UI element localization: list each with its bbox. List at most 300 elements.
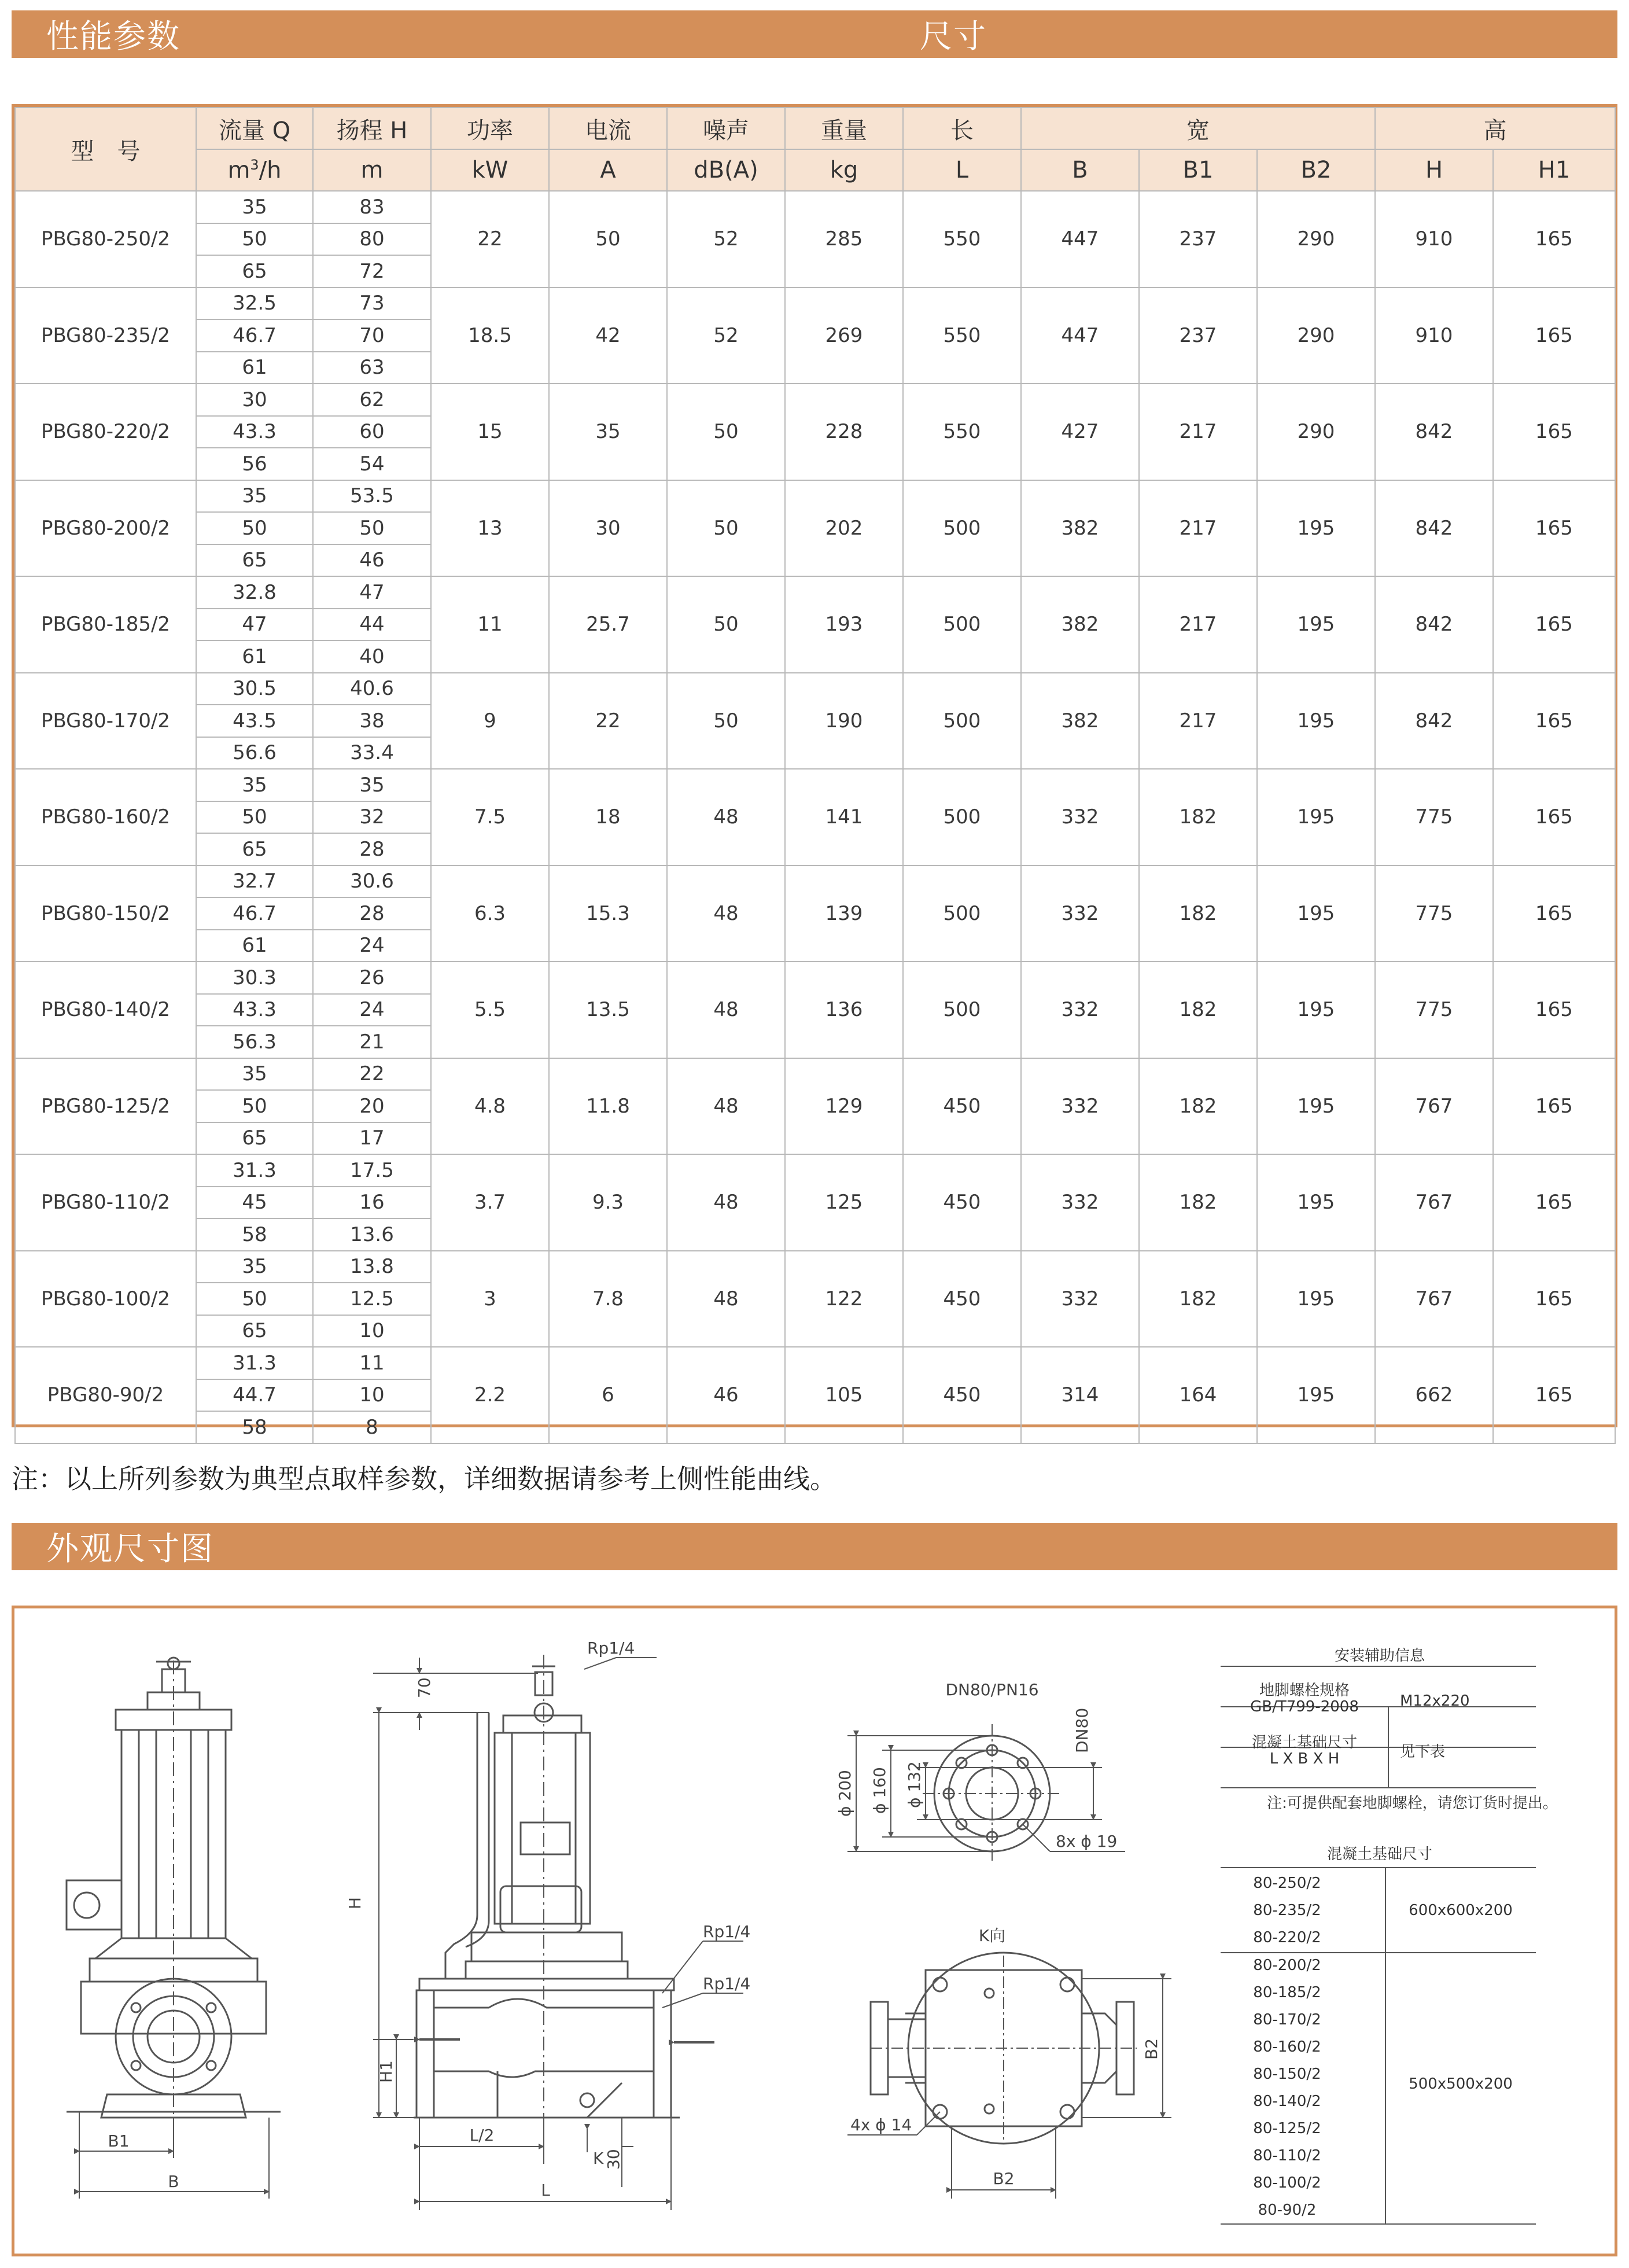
outline-header-bar: [12, 1523, 1617, 1570]
model-cell: PBG80-250/2: [15, 191, 196, 288]
b1-cell: 182: [1139, 962, 1257, 1058]
b2-cell: 195: [1257, 1251, 1375, 1347]
head-cell: 24: [313, 930, 431, 962]
current-cell: 30: [549, 480, 667, 577]
header-head: 扬程 H: [313, 108, 431, 149]
weight-cell: 129: [785, 1058, 903, 1155]
l-cell: 550: [903, 191, 1021, 288]
b2-cell: 195: [1257, 1347, 1375, 1444]
b-cell: 447: [1021, 288, 1139, 384]
header-height: 高: [1375, 108, 1615, 149]
b-cell: 382: [1021, 673, 1139, 770]
b1-cell: 217: [1139, 673, 1257, 770]
h1-cell: 165: [1493, 1058, 1615, 1155]
current-cell: 6: [549, 1347, 667, 1444]
header-width: 宽: [1021, 108, 1375, 149]
unit-current: A: [549, 149, 667, 191]
head-cell: 17: [313, 1122, 431, 1155]
weight-cell: 228: [785, 384, 903, 480]
flow-cell: 65: [196, 1122, 313, 1155]
flow-cell: 35: [196, 480, 313, 513]
header-model: 型 号: [15, 108, 196, 191]
current-cell: 7.8: [549, 1251, 667, 1347]
header-current: 电流: [549, 108, 667, 149]
b-cell: 332: [1021, 962, 1139, 1058]
section-header-bar: [12, 10, 1617, 58]
head-cell: 53.5: [313, 480, 431, 513]
model-cell: PBG80-110/2: [15, 1154, 196, 1251]
head-cell: 35: [313, 769, 431, 801]
flow-cell: 45: [196, 1187, 313, 1219]
head-cell: 33.4: [313, 737, 431, 770]
flow-cell: 46.7: [196, 319, 313, 352]
current-cell: 11.8: [549, 1058, 667, 1155]
power-cell: 6.3: [431, 866, 549, 962]
h1-cell: 165: [1493, 191, 1615, 288]
install-row1-label2: GB/T799-2008: [1250, 1698, 1359, 1715]
power-cell: 3: [431, 1251, 549, 1347]
head-cell: 28: [313, 897, 431, 930]
weight-cell: 122: [785, 1251, 903, 1347]
flow-cell: 56.6: [196, 737, 313, 770]
noise-cell: 50: [667, 384, 785, 480]
h-cell: 775: [1375, 866, 1493, 962]
flow-cell: 50: [196, 801, 313, 834]
h-cell: 910: [1375, 191, 1493, 288]
head-cell: 60: [313, 416, 431, 448]
weight-cell: 269: [785, 288, 903, 384]
noise-cell: 52: [667, 288, 785, 384]
h1-cell: 165: [1493, 866, 1615, 962]
head-cell: 63: [313, 352, 431, 384]
flow-cell: 50: [196, 1090, 313, 1122]
head-cell: 8: [313, 1411, 431, 1444]
b2-cell: 195: [1257, 576, 1375, 673]
model-cell: PBG80-160/2: [15, 769, 196, 866]
flow-cell: 43.3: [196, 416, 313, 448]
weight-cell: 285: [785, 191, 903, 288]
l-cell: 500: [903, 769, 1021, 866]
h1-cell: 165: [1493, 576, 1615, 673]
table-row: [15, 576, 1615, 609]
head-cell: 24: [313, 994, 431, 1026]
head-cell: 32: [313, 801, 431, 834]
header-weight: 重量: [785, 108, 903, 149]
l-cell: 550: [903, 384, 1021, 480]
outline-drawing: [14, 1608, 1615, 2254]
flow-cell: 35: [196, 191, 313, 223]
flow-cell: 65: [196, 255, 313, 288]
l-cell: 500: [903, 866, 1021, 962]
head-cell: 40.6: [313, 673, 431, 705]
b2-cell: 195: [1257, 962, 1375, 1058]
h-cell: 842: [1375, 673, 1493, 770]
b1-cell: 217: [1139, 576, 1257, 673]
b1-cell: 217: [1139, 384, 1257, 480]
l-cell: 500: [903, 962, 1021, 1058]
flow-cell: 58: [196, 1218, 313, 1251]
unit-length: L: [903, 149, 1021, 191]
b2-cell: 195: [1257, 1058, 1375, 1155]
power-cell: 13: [431, 480, 549, 577]
label-base-holes: 4x ϕ 14: [850, 2115, 912, 2134]
b-cell: 332: [1021, 1058, 1139, 1155]
model-cell: PBG80-220/2: [15, 384, 196, 480]
flow-cell: 46.7: [196, 897, 313, 930]
h1-cell: 165: [1493, 769, 1615, 866]
weight-cell: 193: [785, 576, 903, 673]
head-cell: 16: [313, 1187, 431, 1219]
h-cell: 662: [1375, 1347, 1493, 1444]
weight-cell: 202: [785, 480, 903, 577]
head-cell: 54: [313, 448, 431, 480]
table-row: [15, 1154, 1615, 1187]
flow-cell: 30.5: [196, 673, 313, 705]
head-cell: 13.6: [313, 1218, 431, 1251]
b2-cell: 195: [1257, 1154, 1375, 1251]
outline-title: 外观尺寸图: [46, 1530, 214, 1568]
foundation-model: 80-90/2: [1258, 2201, 1317, 2219]
label-front-b: B: [168, 2172, 179, 2191]
power-cell: 5.5: [431, 962, 549, 1058]
h-cell: 842: [1375, 480, 1493, 577]
flow-cell: 65: [196, 544, 313, 577]
noise-cell: 48: [667, 1154, 785, 1251]
label-rp-top: Rp1/4: [587, 1639, 635, 1658]
unit-head: m: [313, 149, 431, 191]
h-cell: 767: [1375, 1251, 1493, 1347]
head-cell: 20: [313, 1090, 431, 1122]
flow-cell: 47: [196, 609, 313, 641]
install-row2-value: 见下表: [1400, 1743, 1446, 1761]
install-row2-label2: L X B X H: [1269, 1750, 1340, 1768]
foundation-model: 80-125/2: [1253, 2120, 1321, 2137]
label-h: H: [345, 1897, 364, 1909]
label-base-b2: B2: [993, 2169, 1015, 2188]
l-cell: 550: [903, 288, 1021, 384]
b-cell: 447: [1021, 191, 1139, 288]
install-note: 注:可提供配套地脚螺栓，请您订货时提出。: [1267, 1795, 1558, 1812]
flow-cell: 65: [196, 833, 313, 866]
label-base-b2-side: B2: [1142, 2038, 1161, 2060]
noise-cell: 48: [667, 866, 785, 962]
power-cell: 11: [431, 576, 549, 673]
label-flange-holes: 8x ϕ 19: [1056, 1832, 1118, 1851]
table-row: [15, 191, 1615, 223]
weight-cell: 141: [785, 769, 903, 866]
head-cell: 28: [313, 833, 431, 866]
head-cell: 62: [313, 384, 431, 416]
l-cell: 450: [903, 1154, 1021, 1251]
noise-cell: 46: [667, 1347, 785, 1444]
noise-cell: 48: [667, 1058, 785, 1155]
h1-cell: 165: [1493, 288, 1615, 384]
head-cell: 10: [313, 1315, 431, 1347]
h-cell: 842: [1375, 384, 1493, 480]
foundation-model: 80-160/2: [1253, 2038, 1321, 2056]
flow-cell: 30.3: [196, 962, 313, 994]
noise-cell: 52: [667, 191, 785, 288]
head-cell: 10: [313, 1379, 431, 1412]
flow-cell: 65: [196, 1315, 313, 1347]
header-flow: 流量 Q: [196, 108, 313, 149]
unit-weight: kg: [785, 149, 903, 191]
l-cell: 500: [903, 480, 1021, 577]
l-cell: 450: [903, 1347, 1021, 1444]
h-cell: 775: [1375, 769, 1493, 866]
b1-cell: 237: [1139, 288, 1257, 384]
footnote: 注：以上所列参数为典型点取样参数，详细数据请参考上侧性能曲线。: [12, 1463, 836, 1494]
current-cell: 18: [549, 769, 667, 866]
b2-cell: 290: [1257, 191, 1375, 288]
current-cell: 35: [549, 384, 667, 480]
dimension-title: 尺寸: [920, 18, 987, 56]
h1-cell: 165: [1493, 384, 1615, 480]
unit-b: B: [1021, 149, 1139, 191]
b-cell: 382: [1021, 480, 1139, 577]
flow-cell: 43.3: [196, 994, 313, 1026]
weight-cell: 139: [785, 866, 903, 962]
table-row: [15, 1347, 1615, 1379]
current-cell: 9.3: [549, 1154, 667, 1251]
h-cell: 910: [1375, 288, 1493, 384]
head-cell: 13.8: [313, 1251, 431, 1283]
l-cell: 450: [903, 1251, 1021, 1347]
foundation-model: 80-110/2: [1253, 2147, 1321, 2164]
head-cell: 70: [313, 319, 431, 352]
head-cell: 40: [313, 640, 431, 673]
b1-cell: 182: [1139, 1058, 1257, 1155]
b1-cell: 164: [1139, 1347, 1257, 1444]
head-cell: 44: [313, 609, 431, 641]
b-cell: 332: [1021, 1154, 1139, 1251]
flow-cell: 50: [196, 512, 313, 544]
foundation-model: 80-100/2: [1253, 2174, 1321, 2192]
foundation-model: 80-250/2: [1253, 1875, 1321, 1892]
h1-cell: 165: [1493, 1347, 1615, 1444]
head-cell: 72: [313, 255, 431, 288]
flow-cell: 61: [196, 640, 313, 673]
label-d132: ϕ 132: [905, 1761, 924, 1808]
b2-cell: 195: [1257, 480, 1375, 577]
model-cell: PBG80-125/2: [15, 1058, 196, 1155]
power-cell: 3.7: [431, 1154, 549, 1251]
current-cell: 50: [549, 191, 667, 288]
model-cell: PBG80-200/2: [15, 480, 196, 577]
foundation-model: 80-235/2: [1253, 1902, 1321, 1919]
foundation-model: 80-150/2: [1253, 2066, 1321, 2083]
table-row: [15, 673, 1615, 705]
flow-cell: 32.7: [196, 866, 313, 898]
foundation-model: 80-220/2: [1253, 1929, 1321, 1946]
flow-cell: 32.8: [196, 576, 313, 609]
noise-cell: 50: [667, 576, 785, 673]
foundation-model: 80-170/2: [1253, 2011, 1321, 2028]
flow-cell: 32.5: [196, 288, 313, 320]
noise-cell: 48: [667, 1251, 785, 1347]
table-row: [15, 1251, 1615, 1283]
side-view: [373, 1655, 743, 2210]
b2-cell: 195: [1257, 866, 1375, 962]
flow-cell: 31.3: [196, 1154, 313, 1187]
table-row: [15, 288, 1615, 320]
h1-cell: 165: [1493, 1154, 1615, 1251]
head-cell: 46: [313, 544, 431, 577]
foundation-size: 500x500x200: [1409, 2075, 1513, 2093]
foundation-model: 80-200/2: [1253, 1957, 1321, 1974]
label-dn80: DN80: [1073, 1707, 1092, 1753]
table-row: [15, 769, 1615, 801]
head-cell: 21: [313, 1026, 431, 1058]
unit-flow: $m^3/h$: [196, 149, 313, 191]
flow-cell: 56: [196, 448, 313, 480]
label-k: K: [593, 2149, 604, 2168]
header-noise: 噪声: [667, 108, 785, 149]
flow-cell: 35: [196, 1058, 313, 1091]
b1-cell: 182: [1139, 866, 1257, 962]
power-cell: 4.8: [431, 1058, 549, 1155]
h-cell: 767: [1375, 1154, 1493, 1251]
b1-cell: 182: [1139, 769, 1257, 866]
table-row: [15, 480, 1615, 513]
b-cell: 314: [1021, 1347, 1139, 1444]
unit-power: kW: [431, 149, 549, 191]
h-cell: 775: [1375, 962, 1493, 1058]
flow-cell: 58: [196, 1411, 313, 1444]
flow-cell: 44.7: [196, 1379, 313, 1412]
head-cell: 11: [313, 1347, 431, 1379]
flow-cell: 50: [196, 1283, 313, 1315]
flow-cell: 31.3: [196, 1347, 313, 1379]
unit-b1: B1: [1139, 149, 1257, 191]
table-row: [15, 962, 1615, 994]
power-cell: 22: [431, 191, 549, 288]
head-cell: 73: [313, 288, 431, 320]
b1-cell: 182: [1139, 1154, 1257, 1251]
model-cell: PBG80-150/2: [15, 866, 196, 962]
h1-cell: 165: [1493, 1251, 1615, 1347]
label-h1: H1: [377, 2060, 396, 2083]
b-cell: 382: [1021, 576, 1139, 673]
model-cell: PBG80-235/2: [15, 288, 196, 384]
header-power: 功率: [431, 108, 549, 149]
label-d200: ϕ 200: [835, 1770, 854, 1817]
header-length: 长: [903, 108, 1021, 149]
head-cell: 38: [313, 705, 431, 737]
foundation-model: 80-140/2: [1253, 2093, 1321, 2110]
h-cell: 767: [1375, 1058, 1493, 1155]
unit-h: H: [1375, 149, 1493, 191]
head-cell: 47: [313, 576, 431, 609]
label-70: 70: [415, 1677, 434, 1698]
table-row: [15, 866, 1615, 898]
power-cell: 2.2: [431, 1347, 549, 1444]
front-view: [67, 1658, 281, 2199]
flow-cell: 43.5: [196, 705, 313, 737]
model-cell: PBG80-140/2: [15, 962, 196, 1058]
h1-cell: 165: [1493, 962, 1615, 1058]
weight-cell: 190: [785, 673, 903, 770]
b-cell: 332: [1021, 866, 1139, 962]
spec-table: [14, 107, 1616, 1444]
head-cell: 50: [313, 512, 431, 544]
model-cell: PBG80-100/2: [15, 1251, 196, 1347]
noise-cell: 50: [667, 480, 785, 577]
b-cell: 332: [1021, 1251, 1139, 1347]
table-row: [15, 1058, 1615, 1091]
model-cell: PBG80-90/2: [15, 1347, 196, 1444]
label-d160: ϕ 160: [870, 1767, 889, 1814]
flow-cell: 50: [196, 223, 313, 256]
head-cell: 30.6: [313, 866, 431, 898]
noise-cell: 48: [667, 769, 785, 866]
install-row2-label1: 混凝土基础尺寸: [1251, 1734, 1358, 1751]
power-cell: 18.5: [431, 288, 549, 384]
l-cell: 500: [903, 576, 1021, 673]
install-row1-label1: 地脚螺栓规格: [1259, 1682, 1350, 1699]
power-cell: 9: [431, 673, 549, 770]
foundation-size: 600x600x200: [1409, 1902, 1513, 1919]
l-cell: 450: [903, 1058, 1021, 1155]
power-cell: 7.5: [431, 769, 549, 866]
head-cell: 17.5: [313, 1154, 431, 1187]
head-cell: 12.5: [313, 1283, 431, 1315]
current-cell: 42: [549, 288, 667, 384]
install-title: 安装辅助信息: [1334, 1647, 1425, 1665]
b2-cell: 195: [1257, 673, 1375, 770]
model-cell: PBG80-170/2: [15, 673, 196, 770]
head-cell: 22: [313, 1058, 431, 1091]
model-cell: PBG80-185/2: [15, 576, 196, 673]
label-front-b1: B1: [108, 2131, 130, 2151]
b2-cell: 290: [1257, 384, 1375, 480]
label-rp-mid: Rp1/4: [703, 1922, 751, 1941]
current-cell: 13.5: [549, 962, 667, 1058]
b1-cell: 182: [1139, 1251, 1257, 1347]
b1-cell: 237: [1139, 191, 1257, 288]
noise-cell: 50: [667, 673, 785, 770]
head-cell: 26: [313, 962, 431, 994]
flow-cell: 30: [196, 384, 313, 416]
head-cell: 83: [313, 191, 431, 223]
h1-cell: 165: [1493, 673, 1615, 770]
h-cell: 842: [1375, 576, 1493, 673]
b2-cell: 195: [1257, 769, 1375, 866]
weight-cell: 136: [785, 962, 903, 1058]
flow-cell: 61: [196, 930, 313, 962]
flow-cell: 56.3: [196, 1026, 313, 1058]
b1-cell: 217: [1139, 480, 1257, 577]
power-cell: 15: [431, 384, 549, 480]
b-cell: 427: [1021, 384, 1139, 480]
b2-cell: 290: [1257, 288, 1375, 384]
unit-b2: B2: [1257, 149, 1375, 191]
head-cell: 80: [313, 223, 431, 256]
h1-cell: 165: [1493, 480, 1615, 577]
weight-cell: 125: [785, 1154, 903, 1251]
label-30: 30: [604, 2149, 623, 2170]
label-k-view: K向: [978, 1926, 1006, 1945]
flow-cell: 35: [196, 1251, 313, 1283]
install-row1-value: M12x220: [1400, 1692, 1470, 1710]
unit-noise: dB(A): [667, 149, 785, 191]
label-l: L: [541, 2181, 550, 2200]
weight-cell: 105: [785, 1347, 903, 1444]
noise-cell: 48: [667, 962, 785, 1058]
unit-h1: H1: [1493, 149, 1615, 191]
current-cell: 15.3: [549, 866, 667, 962]
performance-title: 性能参数: [46, 18, 180, 56]
